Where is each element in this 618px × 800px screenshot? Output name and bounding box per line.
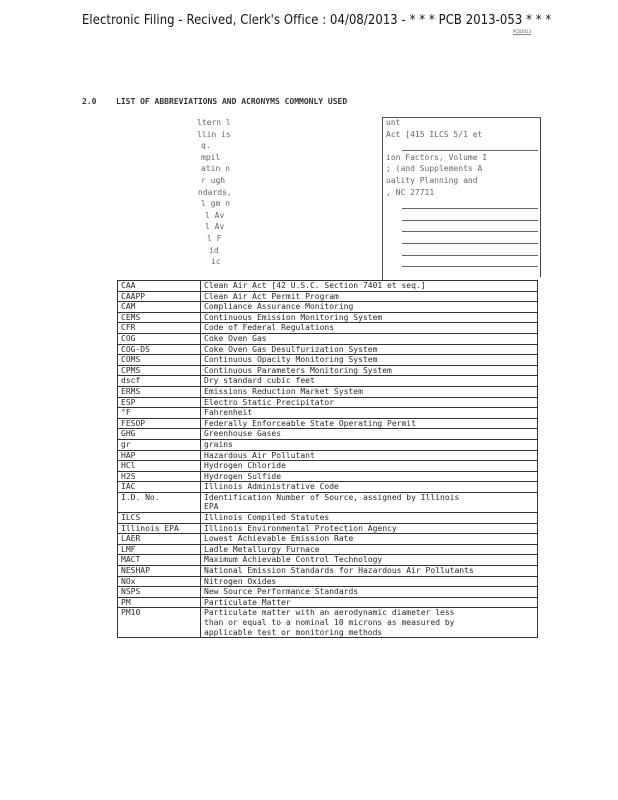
faded-row-label: llin is xyxy=(197,129,231,139)
definition-line: Particulate matter with an aerodynamic diameter less xyxy=(204,608,455,618)
faded-row-text: Act [415 ILCS 5/1 et xyxy=(386,129,483,139)
definition-cell xyxy=(201,492,538,512)
filing-stamp: Electronic Filing - Recived, Clerk's Office : 04/08/2013 - * * * PCB 2013-053 * * * xyxy=(82,12,552,28)
faded-row-label: r ugh xyxy=(201,176,226,185)
table-row xyxy=(118,429,538,440)
faded-row-rule xyxy=(402,255,538,256)
definition-cell xyxy=(201,608,538,638)
faded-row-label: id xyxy=(209,245,219,255)
abbreviation-cell: ILCS xyxy=(118,513,201,524)
abbreviation-cell: dscf xyxy=(118,376,201,387)
abbreviation-cell: CAA xyxy=(118,281,201,292)
faded-row-label: l F xyxy=(207,234,222,243)
table-row xyxy=(118,471,538,482)
abbreviation-cell: COG xyxy=(118,333,201,344)
definition-cell: Compliance Assurance Monitoring xyxy=(201,302,538,313)
faded-row-label: ltern l xyxy=(197,118,231,127)
definition-cell: Greenhouse Gases xyxy=(201,429,538,440)
faded-row-rule xyxy=(402,266,538,267)
faded-row-rule xyxy=(402,208,538,209)
definition-cell: Illinois Compiled Statutes xyxy=(201,513,538,524)
table-row xyxy=(118,576,538,587)
abbreviation-cell: I.D. No. xyxy=(118,492,201,512)
definition-cell: New Source Performance Standards xyxy=(201,587,538,598)
table-row xyxy=(118,566,538,577)
definition-cell: Hydrogen Chloride xyxy=(201,461,538,472)
table-row xyxy=(118,587,538,598)
abbreviation-cell: HCl xyxy=(118,461,201,472)
abbreviation-cell: HAP xyxy=(118,450,201,461)
definition-line: Identification Number of Source, assigned by Illinois xyxy=(204,492,460,502)
abbreviation-cell: H2S xyxy=(118,471,201,482)
definition-cell: Lowest Achievable Emission Rate xyxy=(201,534,538,545)
table-row xyxy=(118,291,538,302)
faded-row-label: mpil xyxy=(201,152,221,162)
table-row xyxy=(118,450,538,461)
faded-row-label: l Av xyxy=(205,210,225,220)
table-row xyxy=(118,408,538,419)
definition-cell: Maximum Achievable Control Technology xyxy=(201,555,538,566)
abbreviation-cell: GHG xyxy=(118,429,201,440)
definition-cell: Coke Oven Gas Desulfurization System xyxy=(201,344,538,355)
table-row xyxy=(118,534,538,545)
table-row xyxy=(118,333,538,344)
abbreviation-cell: NOx xyxy=(118,576,201,587)
abbreviation-cell: ERMS xyxy=(118,386,201,397)
abbreviation-cell: MACT xyxy=(118,555,201,566)
table-row xyxy=(118,513,538,524)
definition-cell: Illinois Administrative Code xyxy=(201,482,538,493)
definition-cell: Hydrogen Sulfide xyxy=(201,471,538,482)
abbreviation-cell: gr xyxy=(118,439,201,450)
faded-row-label: ic xyxy=(211,257,221,267)
faded-row-label: q. xyxy=(201,141,211,151)
definition-cell: Clean Air Act [42 U.S.C. Section 7401 et seq.] xyxy=(201,281,538,292)
table-row xyxy=(118,281,538,292)
definition-cell: Clean Air Act Permit Program xyxy=(201,291,538,302)
section-title: LIST OF ABBREVIATIONS AND ACRONYMS COMMONLY USED xyxy=(116,97,348,106)
definition-cell: Code of Federal Regulations xyxy=(201,323,538,334)
table-row xyxy=(118,418,538,429)
table-row xyxy=(118,608,538,638)
abbreviation-cell: CAM xyxy=(118,302,201,313)
faded-row-label: ndards, xyxy=(198,187,232,197)
faded-row-label: l Av xyxy=(205,222,225,232)
faded-row-text: unt xyxy=(386,118,401,127)
table-row xyxy=(118,302,538,313)
faded-row-text: , NC 27711 xyxy=(386,187,435,197)
table-row xyxy=(118,386,538,397)
abbreviation-cell: PM10 xyxy=(118,608,201,638)
abbreviation-cell: ESP xyxy=(118,397,201,408)
abbreviation-cell: COMS xyxy=(118,355,201,366)
table-row xyxy=(118,312,538,323)
table-row xyxy=(118,439,538,450)
table-row xyxy=(118,397,538,408)
definition-cell: Continuous Emission Monitoring System xyxy=(201,312,538,323)
table-row xyxy=(118,523,538,534)
abbreviation-cell: LAER xyxy=(118,534,201,545)
definition-line: applicable test or monitoring methods xyxy=(204,627,383,637)
table-row xyxy=(118,482,538,493)
abbreviation-cell: FESOP xyxy=(118,418,201,429)
definition-cell: Hazardous Air Pollutant xyxy=(201,450,538,461)
section-number: 2.0 xyxy=(82,97,97,106)
abbreviation-cell: CFR xyxy=(118,323,201,334)
filing-stamp-sub: PCB2013 xyxy=(513,29,532,34)
table-row xyxy=(118,365,538,376)
faded-row-text: uality Planning and xyxy=(386,176,478,185)
table-row xyxy=(118,355,538,366)
definition-cell: National Emission Standards for Hazardous Air Pollutants xyxy=(201,566,538,577)
abbreviation-cell: °F xyxy=(118,408,201,419)
abbreviation-cell: CPMS xyxy=(118,365,201,376)
table-row xyxy=(118,344,538,355)
faded-table-edge xyxy=(540,117,541,277)
definition-cell: Continuous Parameters Monitoring System xyxy=(201,365,538,376)
definition-cell: Fahrenheit xyxy=(201,408,538,419)
faded-row-label: l gm n xyxy=(201,199,230,209)
faded-row-rule xyxy=(402,243,538,244)
abbreviation-cell: CEMS xyxy=(118,312,201,323)
definition-cell: Coke Oven Gas xyxy=(201,333,538,344)
definition-cell: Nitrogen Oxides xyxy=(201,576,538,587)
definition-cell: Federally Enforceable State Operating Permit xyxy=(201,418,538,429)
faded-row-rule xyxy=(402,220,538,221)
table-row xyxy=(118,555,538,566)
abbreviation-table xyxy=(117,280,538,638)
definition-line: than or equal to a nominal 10 microns as measured by xyxy=(204,618,455,627)
table-row xyxy=(118,376,538,387)
definition-cell: Particulate Matter xyxy=(201,597,538,608)
abbreviation-cell: Illinois EPA xyxy=(118,523,201,534)
definition-cell: Continuous Opacity Monitoring System xyxy=(201,355,538,366)
faded-row-text: ; (and Supplements A xyxy=(386,164,483,174)
definition-cell: Emissions Reduction Market System xyxy=(201,386,538,397)
abbreviation-cell: IAC xyxy=(118,482,201,493)
faded-row-text: ion Factors, Volume I xyxy=(386,152,488,162)
abbreviation-cell: COG-DS xyxy=(118,344,201,355)
abbreviation-cell: NESHAP xyxy=(118,566,201,577)
faded-row-label: atin n xyxy=(201,164,230,174)
table-row xyxy=(118,597,538,608)
definition-cell: Dry standard cubic feet xyxy=(201,376,538,387)
abbreviation-cell: NSPS xyxy=(118,587,201,598)
definition-cell: Illinois Environmental Protection Agency xyxy=(201,523,538,534)
table-row xyxy=(118,323,538,334)
table-row xyxy=(118,492,538,512)
definition-cell: Electro Static Precipitator xyxy=(201,397,538,408)
abbreviation-cell: PM xyxy=(118,597,201,608)
table-row xyxy=(118,461,538,472)
definition-cell: Ladle Metallurgy Furnace xyxy=(201,544,538,555)
faded-row-rule xyxy=(402,231,538,232)
abbreviation-cell: CAAPP xyxy=(118,291,201,302)
definition-cell: grains xyxy=(201,439,538,450)
faded-row-rule xyxy=(402,150,538,151)
abbreviation-cell: LMF xyxy=(118,544,201,555)
definition-line: EPA xyxy=(204,502,219,512)
table-row xyxy=(118,544,538,555)
